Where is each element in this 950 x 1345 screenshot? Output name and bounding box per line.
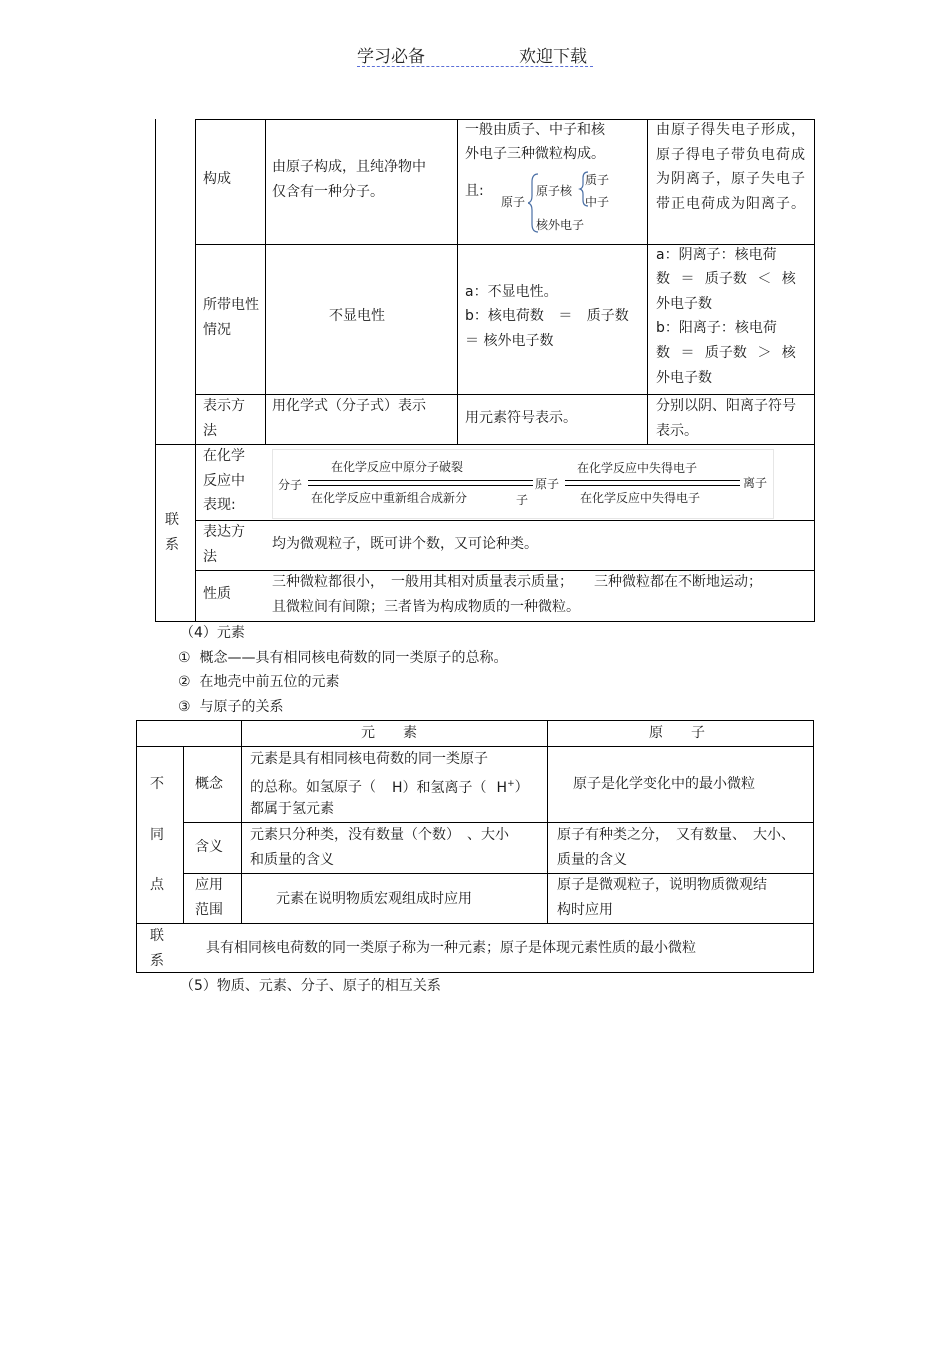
header-atom: 原 子 [649, 725, 705, 741]
reaction-ion: 离子 [743, 476, 768, 490]
concept-element-l2d: ） [514, 779, 529, 796]
reaction-arrow1-top: 在化学反应中原分子破裂 [331, 460, 464, 474]
section4-item1: ① 概念——具有相同核电荷数的同一类原子的总称。 [178, 650, 508, 666]
molecule-notation: 用化学式（分子式）表示 [272, 398, 426, 414]
concept-element-l2sup: + [507, 779, 515, 789]
diagram-neutron: 中子 [585, 195, 610, 209]
concept-element-line1: 元素是具有相同核电荷数的同一类原子 [250, 751, 488, 767]
property-text-line2: 且微粒间有间隙；三者皆为构成物质的一种微粒。 [272, 599, 580, 615]
diff-label-3: 点 [150, 877, 164, 893]
concept-atom: 原子是化学变化中的最小微粒 [573, 776, 755, 792]
row-label-composition: 构成 [203, 171, 231, 187]
diagram-atom: 原子 [501, 195, 526, 209]
link-label: 联系 [165, 512, 179, 553]
atom-notation: 用元素符号表示。 [465, 410, 577, 426]
section5-title: （5）物质、元素、分子、原子的相互关系 [180, 978, 441, 994]
concept-element-l2c: H [496, 779, 508, 796]
ion-charge-b2: 数 ＝ 质子数 ＞ 核 [656, 345, 796, 361]
scope-label-line2: 范围 [195, 902, 223, 918]
reaction-arrow2-bottom: 在化学反应中失得电子 [580, 491, 701, 505]
reaction-arrow1-bottom: 在化学反应中重新组合成新分 [311, 491, 468, 505]
row-label-property: 性质 [203, 586, 231, 602]
row-label-notation: 表示方法 [203, 398, 245, 439]
reaction-arrow2-top: 在化学反应中失得电子 [577, 461, 698, 475]
concept-element-line3: 都属于氢元素 [250, 801, 334, 817]
reaction-atom: 原子 [535, 477, 560, 491]
meaning-label: 含义 [195, 839, 223, 855]
atom-composition-and: 且: [465, 183, 484, 199]
ion-charge-b1: b：阳离子：核电荷 [656, 320, 777, 336]
ion-composition: 由原子得失电子形成，原子得电子带负电荷成为阴离子，原子失电子带正电荷成为阳离子。 [656, 122, 806, 212]
molecule-composition: 由原子构成，且纯净物中仅含有一种分子。 [272, 159, 426, 200]
reaction-arrow1-tail: 子 [516, 493, 529, 507]
t2-link-text: 具有相同核电荷数的同一类原子称为一种元素；原子是体现元素性质的最小微粒 [206, 940, 696, 956]
section4-title: （4）元素 [180, 625, 245, 641]
property-text-line1: 三种微粒都很小， 一般用其相对质量表示质量； 三种微粒都在不断地运动； [272, 574, 762, 590]
meaning-atom-line2: 质量的含义 [557, 852, 627, 868]
t2-link-label-1: 联 [150, 928, 164, 944]
concept-element-line2 [250, 772, 529, 800]
scope-atom-line2: 构时应用 [557, 902, 613, 918]
meaning-element-line2: 和质量的含义 [250, 852, 334, 868]
diagram-electron: 核外电子 [536, 218, 585, 232]
atom-charge-b2: ＝ 核外电子数 [465, 333, 554, 349]
meaning-atom-line1: 原子有种类之分， 又有数量、 大小、 [557, 827, 795, 843]
concept-element-l2a: 的总称。如氢原子（ [250, 779, 376, 796]
diff-label-2: 同 [150, 827, 164, 843]
diff-label-1: 不 [150, 776, 164, 792]
ion-charge-a2: 数 ＝ 质子数 ＜ 核 [656, 271, 796, 287]
reaction-molecule: 分子 [278, 478, 303, 492]
header-left: 学习必备 [357, 47, 425, 67]
scope-atom-line1: 原子是微观粒子，说明物质微观结 [557, 877, 767, 893]
diagram-nucleus: 原子核 [536, 184, 573, 198]
ion-charge-b3: 外电子数 [656, 370, 712, 386]
atom-composition-line1: 一般由质子、中子和核 [465, 122, 605, 138]
atom-composition-line2: 外电子三种微粒构成。 [465, 146, 605, 162]
ion-charge-a3: 外电子数 [656, 296, 712, 312]
row-label-charge: 所带电性情况 [203, 297, 259, 338]
diagram-proton: 质子 [585, 173, 610, 187]
concept-label: 概念 [195, 776, 223, 792]
header-right: 欢迎下载 [519, 47, 587, 67]
concept-element-l2b: H）和氢离子（ [392, 779, 487, 796]
atom-charge-a: a：不显电性。 [465, 284, 558, 300]
atom-charge-b1: b：核电荷数 ＝ 质子数 [465, 308, 629, 324]
ion-charge-a1: a：阴离子：核电荷 [656, 247, 777, 263]
scope-label-line1: 应用 [195, 877, 223, 893]
header-element: 元 素 [361, 725, 417, 741]
ion-notation: 分别以阴、阳离子符号表示。 [656, 398, 796, 439]
row-label-expression: 表达方法 [203, 524, 245, 565]
t2-link-label-2: 系 [150, 953, 164, 969]
molecule-charge: 不显电性 [329, 308, 385, 324]
scope-element: 元素在说明物质宏观组成时应用 [276, 891, 472, 907]
row-label-reaction: 在化学反应中表现: [203, 448, 245, 513]
expression-text: 均为微观粒子，既可讲个数，又可论种类。 [272, 536, 538, 552]
section4-item2: ② 在地壳中前五位的元素 [178, 674, 340, 690]
meaning-element-line1: 元素只分种类，没有数量（个数） 、大小 [250, 827, 509, 843]
section4-item3: ③ 与原子的关系 [178, 699, 284, 715]
